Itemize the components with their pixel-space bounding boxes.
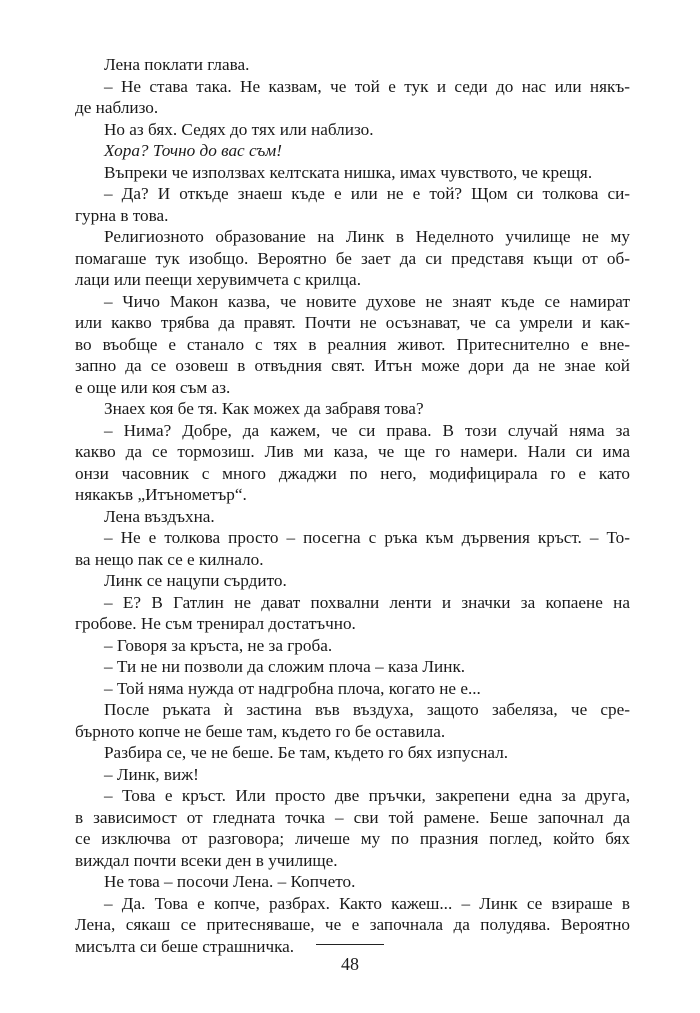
paragraph-line: виждал почти всеки ден в училище. bbox=[75, 850, 338, 870]
paragraph-line: помагаше тук изобщо. Вероятно бе зает да си представя къщи от об- bbox=[75, 248, 630, 268]
footer-divider bbox=[316, 944, 384, 945]
paragraph-line: Въпреки че използвах келтската нишка, имах чувството, че крещя. bbox=[104, 162, 593, 182]
paragraph-line: се изключва от разговора; личеше му по празния поглед, който бях bbox=[75, 829, 630, 848]
paragraph-line: или какво трябва да правят. Почти не осъзнават, че са умрели и как- bbox=[75, 313, 630, 332]
paragraph-line: – Ти не ни позволи да сложим плоча – каза Линк. bbox=[104, 657, 466, 676]
paragraph-line: Лена въздъхна. bbox=[104, 506, 215, 526]
paragraph-line: ва нещо пак се е килнало. bbox=[75, 549, 264, 569]
paragraph-line: онзи часовник с много джаджи по него, модифицирала го е като bbox=[75, 463, 630, 483]
body-text bbox=[75, 54, 630, 957]
paragraph-line: Не това – посочи Лена. – Копчето. bbox=[104, 872, 356, 891]
paragraph-line: някакъв „Итънометър“. bbox=[75, 485, 247, 504]
paragraph-line: Лена, сякаш се притесняваше, че е започнала да полудява. Вероятно bbox=[75, 915, 630, 934]
paragraph-line: – Е? В Гатлин не дават похвални ленти и значки за копаене на bbox=[104, 592, 630, 612]
paragraph-line-italic: Хора? Точно до вас съм! bbox=[104, 141, 282, 160]
paragraph-line: гробове. Не съм тренирал достатъчно. bbox=[75, 614, 356, 633]
paragraph-line: – Нима? Добре, да кажем, че си права. В този случай няма за bbox=[104, 420, 630, 440]
paragraph-line: в зависимост от гледната точка – сви той рамене. Беше започнал да bbox=[75, 807, 630, 827]
paragraph-line: Религиозното образование на Линк в Неделното училище не му bbox=[104, 227, 630, 246]
paragraph-line: мисълта си беше страшничка. bbox=[75, 936, 295, 956]
paragraph-line: – Това е кръст. Или просто две пръчки, закрепени една за друга, bbox=[104, 786, 630, 805]
paragraph-line: запно да се озовеш в отвъдния свят. Итън може дори да не знае кой bbox=[75, 356, 630, 375]
paragraph-line: – Той няма нужда от надгробна плоча, когато не е... bbox=[104, 678, 481, 698]
paragraph-line: Лена поклати глава. bbox=[104, 55, 250, 74]
paragraph-line: После ръката ѝ застина във въздуха, защото забеляза, че сре- bbox=[104, 700, 630, 719]
paragraph-line: – Да. Това е копче, разбрах. Както кажеш... – Линк се взираше в bbox=[104, 893, 630, 913]
paragraph-line: Знаех коя бе тя. Как можех да забравя това? bbox=[104, 399, 424, 418]
paragraph-line: – Линк, виж! bbox=[104, 764, 199, 784]
paragraph-line: лаци или пеещи херувимчета с крилца. bbox=[75, 270, 361, 289]
paragraph-line: Линк се нацупи сърдито. bbox=[104, 571, 287, 590]
paragraph-line: е още или коя съм аз. bbox=[75, 377, 231, 397]
paragraph-line: – Говоря за кръста, не за гроба. bbox=[104, 635, 333, 655]
paragraph-line: Разбира се, че не беше. Бе там, където го бях изпуснал. bbox=[104, 743, 509, 762]
paragraph-line: во въобще е станало с тях в реалния живот. Притеснително е вне- bbox=[75, 334, 630, 354]
paragraph-line: какво да се тормозиш. Лив ми каза, че ще го намери. Нали си има bbox=[75, 442, 630, 461]
paragraph-line: бърното копче не беше там, където го бе оставила. bbox=[75, 721, 446, 741]
paragraph-line: – Не е толкова просто – посегна с ръка към дървения кръст. – То- bbox=[104, 528, 630, 547]
paragraph-line: – Чичо Макон казва, че новите духове не знаят къде се намират bbox=[104, 291, 630, 311]
paragraph-line: де наблизо. bbox=[75, 98, 159, 117]
paragraph-line: – Да? И откъде знаеш къде е или не е той? Щом си толкова си- bbox=[104, 184, 630, 203]
paragraph-line: Но аз бях. Седях до тях или наблизо. bbox=[104, 119, 374, 139]
page-number: 48 bbox=[341, 954, 359, 974]
paragraph-line: гурна в това. bbox=[75, 205, 169, 225]
paragraph-line: – Не става така. Не казвам, че той е тук и седи до нас или някъ- bbox=[104, 76, 630, 96]
